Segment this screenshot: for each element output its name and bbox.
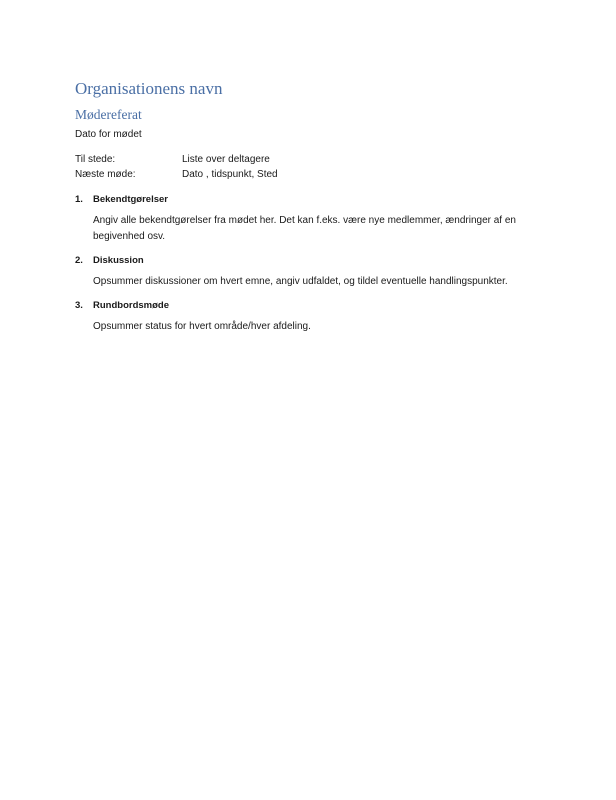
next-meeting-value: Dato , tidspunkt, Sted bbox=[182, 169, 278, 180]
document-title: Mødereferat bbox=[75, 107, 142, 122]
agenda-sections bbox=[75, 193, 550, 344]
section-heading bbox=[75, 193, 550, 207]
section-number: 1. bbox=[75, 194, 83, 205]
next-meeting-label: Næste møde: bbox=[75, 169, 136, 180]
attendees-value: Liste over deltagere bbox=[182, 154, 270, 165]
meeting-info-table bbox=[75, 152, 278, 182]
section-discussion bbox=[75, 254, 550, 290]
section-announcements bbox=[75, 193, 550, 245]
section-title: Diskussion bbox=[93, 255, 144, 266]
organization-name: Organisationens navn bbox=[75, 79, 223, 98]
section-heading bbox=[75, 254, 550, 268]
section-title: Rundbordsmøde bbox=[93, 300, 169, 311]
section-number: 2. bbox=[75, 255, 83, 266]
section-body: Opsummer status for hvert område/hver afdeling. bbox=[93, 321, 311, 332]
attendees-row bbox=[75, 152, 278, 167]
section-body: Opsummer diskussioner om hvert emne, angiv udfaldet, og tildel eventuelle handlingspunkter. bbox=[93, 276, 508, 287]
next-meeting-row bbox=[75, 167, 278, 182]
section-heading bbox=[75, 299, 550, 313]
section-roundtable bbox=[75, 299, 550, 335]
attendees-label: Til stede: bbox=[75, 154, 116, 165]
section-body: Angiv alle bekendtgørelser fra mødet her. Det kan f.eks. være nye medlemmer, ændringer af en begivenhed osv. bbox=[93, 215, 516, 242]
section-number: 3. bbox=[75, 300, 83, 311]
meeting-date: Dato for mødet bbox=[75, 129, 142, 140]
section-title: Bekendtgørelser bbox=[93, 194, 168, 205]
